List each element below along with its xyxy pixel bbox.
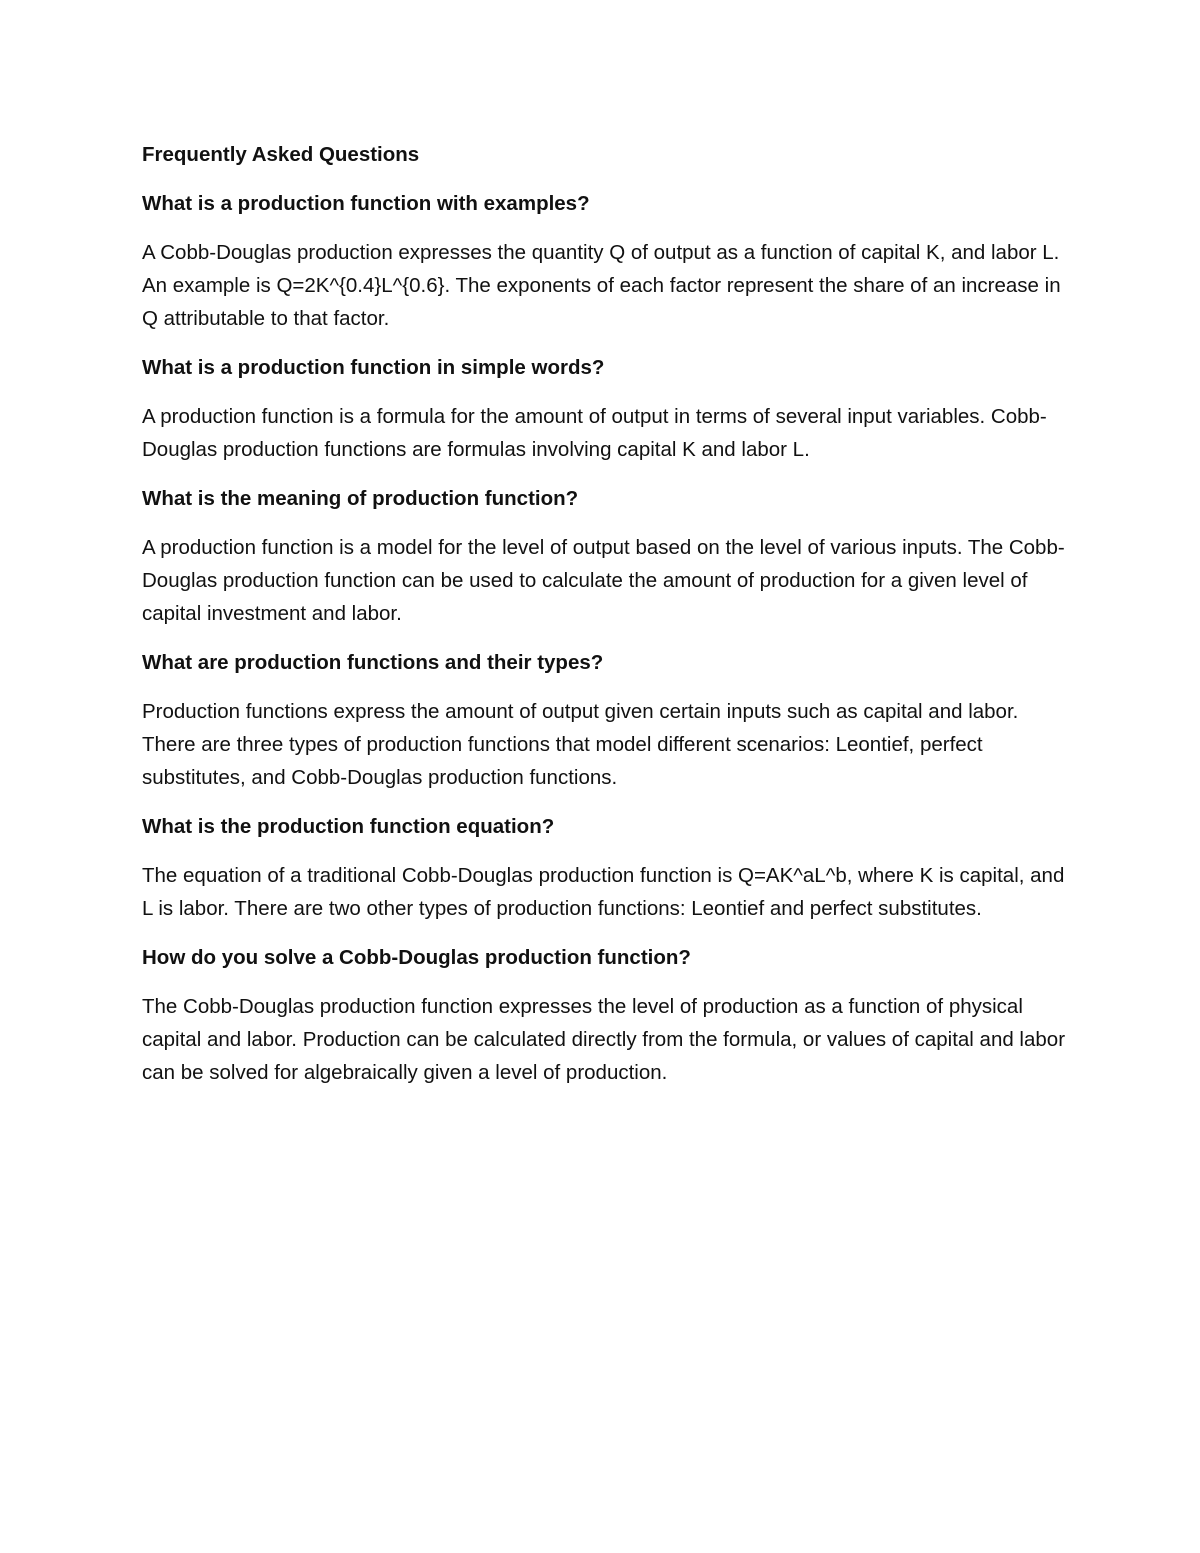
document-page [142,138,1072,1105]
faq-question: What are production functions and their types? [142,651,604,674]
faq-answer: Production functions express the amount of output given certain inputs such as capital and labor. There are three types of production functions that model different scenarios: Leontief, perfect substitutes, and Cobb-Douglas production functions. [142,700,1019,789]
faq-question: What is the production function equation? [142,815,555,838]
faq-item [142,482,1072,630]
faq-item [142,810,1072,925]
faq-answer: The equation of a traditional Cobb-Douglas production function is Q=AK^aL^b, where K is capital, and L is labor. There are two other types of production functions: Leontief and perfect substitutes. [142,864,1065,920]
faq-item [142,187,1072,335]
faq-answer: A Cobb-Douglas production expresses the quantity Q of output as a function of capital K, and labor L. An example is Q=2K^{0.4}L^{0.6}. The exponents of each factor represent the share of an increase in Q attributable to that factor. [142,241,1061,330]
faq-question: How do you solve a Cobb-Douglas production function? [142,946,691,969]
page-title: Frequently Asked Questions [142,143,420,166]
faq-question: What is the meaning of production function? [142,487,579,510]
faq-question: What is a production function in simple words? [142,356,605,379]
faq-answer: The Cobb-Douglas production function expresses the level of production as a function of physical capital and labor. Production can be calculated directly from the formula, or values of capital and labor can be solved for algebraically given a level of production. [142,995,1066,1084]
faq-answer: A production function is a formula for the amount of output in terms of several input variables. Cobb-Douglas production functions are formulas involving capital K and labor L. [142,405,1047,461]
faq-item [142,941,1072,1089]
faq-item [142,351,1072,466]
faq-answer: A production function is a model for the level of output based on the level of various inputs. The Cobb-Douglas production function can be used to calculate the amount of production for a given level of capital investment and labor. [142,536,1065,625]
faq-question: What is a production function with examples? [142,192,590,215]
faq-item [142,646,1072,794]
